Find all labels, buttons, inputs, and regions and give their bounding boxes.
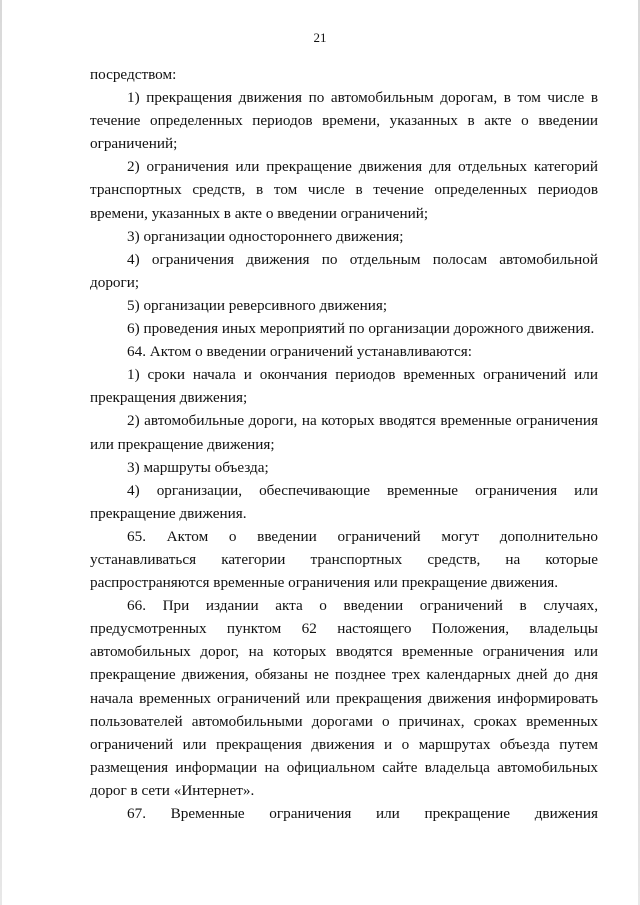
scan-edge-left [0,0,2,905]
list-item-5: 5) организации реверсивного движения; [127,296,388,314]
list-item-3: 3) организации одностороннего движения; [127,227,404,245]
clause-64-item-3: 3) маршруты объезда; [127,458,269,476]
clause-65: 65. Актом о введении ограничений могут дополнительно устанавливаться категории транспортных средств, на которые распространяются временные ограничения или прекращение движения. [90,527,598,592]
clause-64-heading: 64. Актом о введении ограничений устанавливаются: [127,343,472,361]
list-item-4: 4) ограничения движения по отдельным полосам автомобильной дороги; [90,250,598,291]
clause-64-item-1: 1) сроки начала и окончания периодов временных ограничений или прекращения движения; [90,366,598,407]
list-item-6: 6) проведения иных мероприятий по организации дорожного движения. [127,320,595,338]
list-item-2: 2) ограничения или прекращение движения для отдельных категорий транспортных средств, в том числе в течение определенных периодов времени, указанных в акте о введении ограничений; [90,158,598,222]
clause-67: 67. Временные ограничения или прекращение движения [127,805,598,822]
clause-64-item-2: 2) автомобильные дороги, на которых вводятся временные ограничения или прекращение движения; [90,412,598,453]
document-body [90,63,598,825]
paragraph-intro-continuation: посредством: [90,66,177,83]
list-item-1: 1) прекращения движения по автомобильным дорогам, в том числе в течение определенных периодов времени, указанных в акте о введении ограничений; [90,89,598,153]
page-number: 21 [313,30,327,45]
clause-66: 66. При издании акта о введении ограничений в случаях, предусмотренных пунктом 62 настоящего Положения, владельцы автомобильных дорог, на которых вводятся временные ограничения или прекращение движения, обязаны не позднее трех календарных дней до дня начала временных ограничений или прекращения движения информировать пользователей автомобильными дорогами о причинах, сроках временных ограничений или прекращения движения и о маршрутах объезда путем размещения информации на официальном сайте владельца автомобильных дорог в сети «Интернет». [90,597,598,799]
clause-64-item-4: 4) организации, обеспечивающие временные ограничения или прекращение движения. [90,481,598,522]
